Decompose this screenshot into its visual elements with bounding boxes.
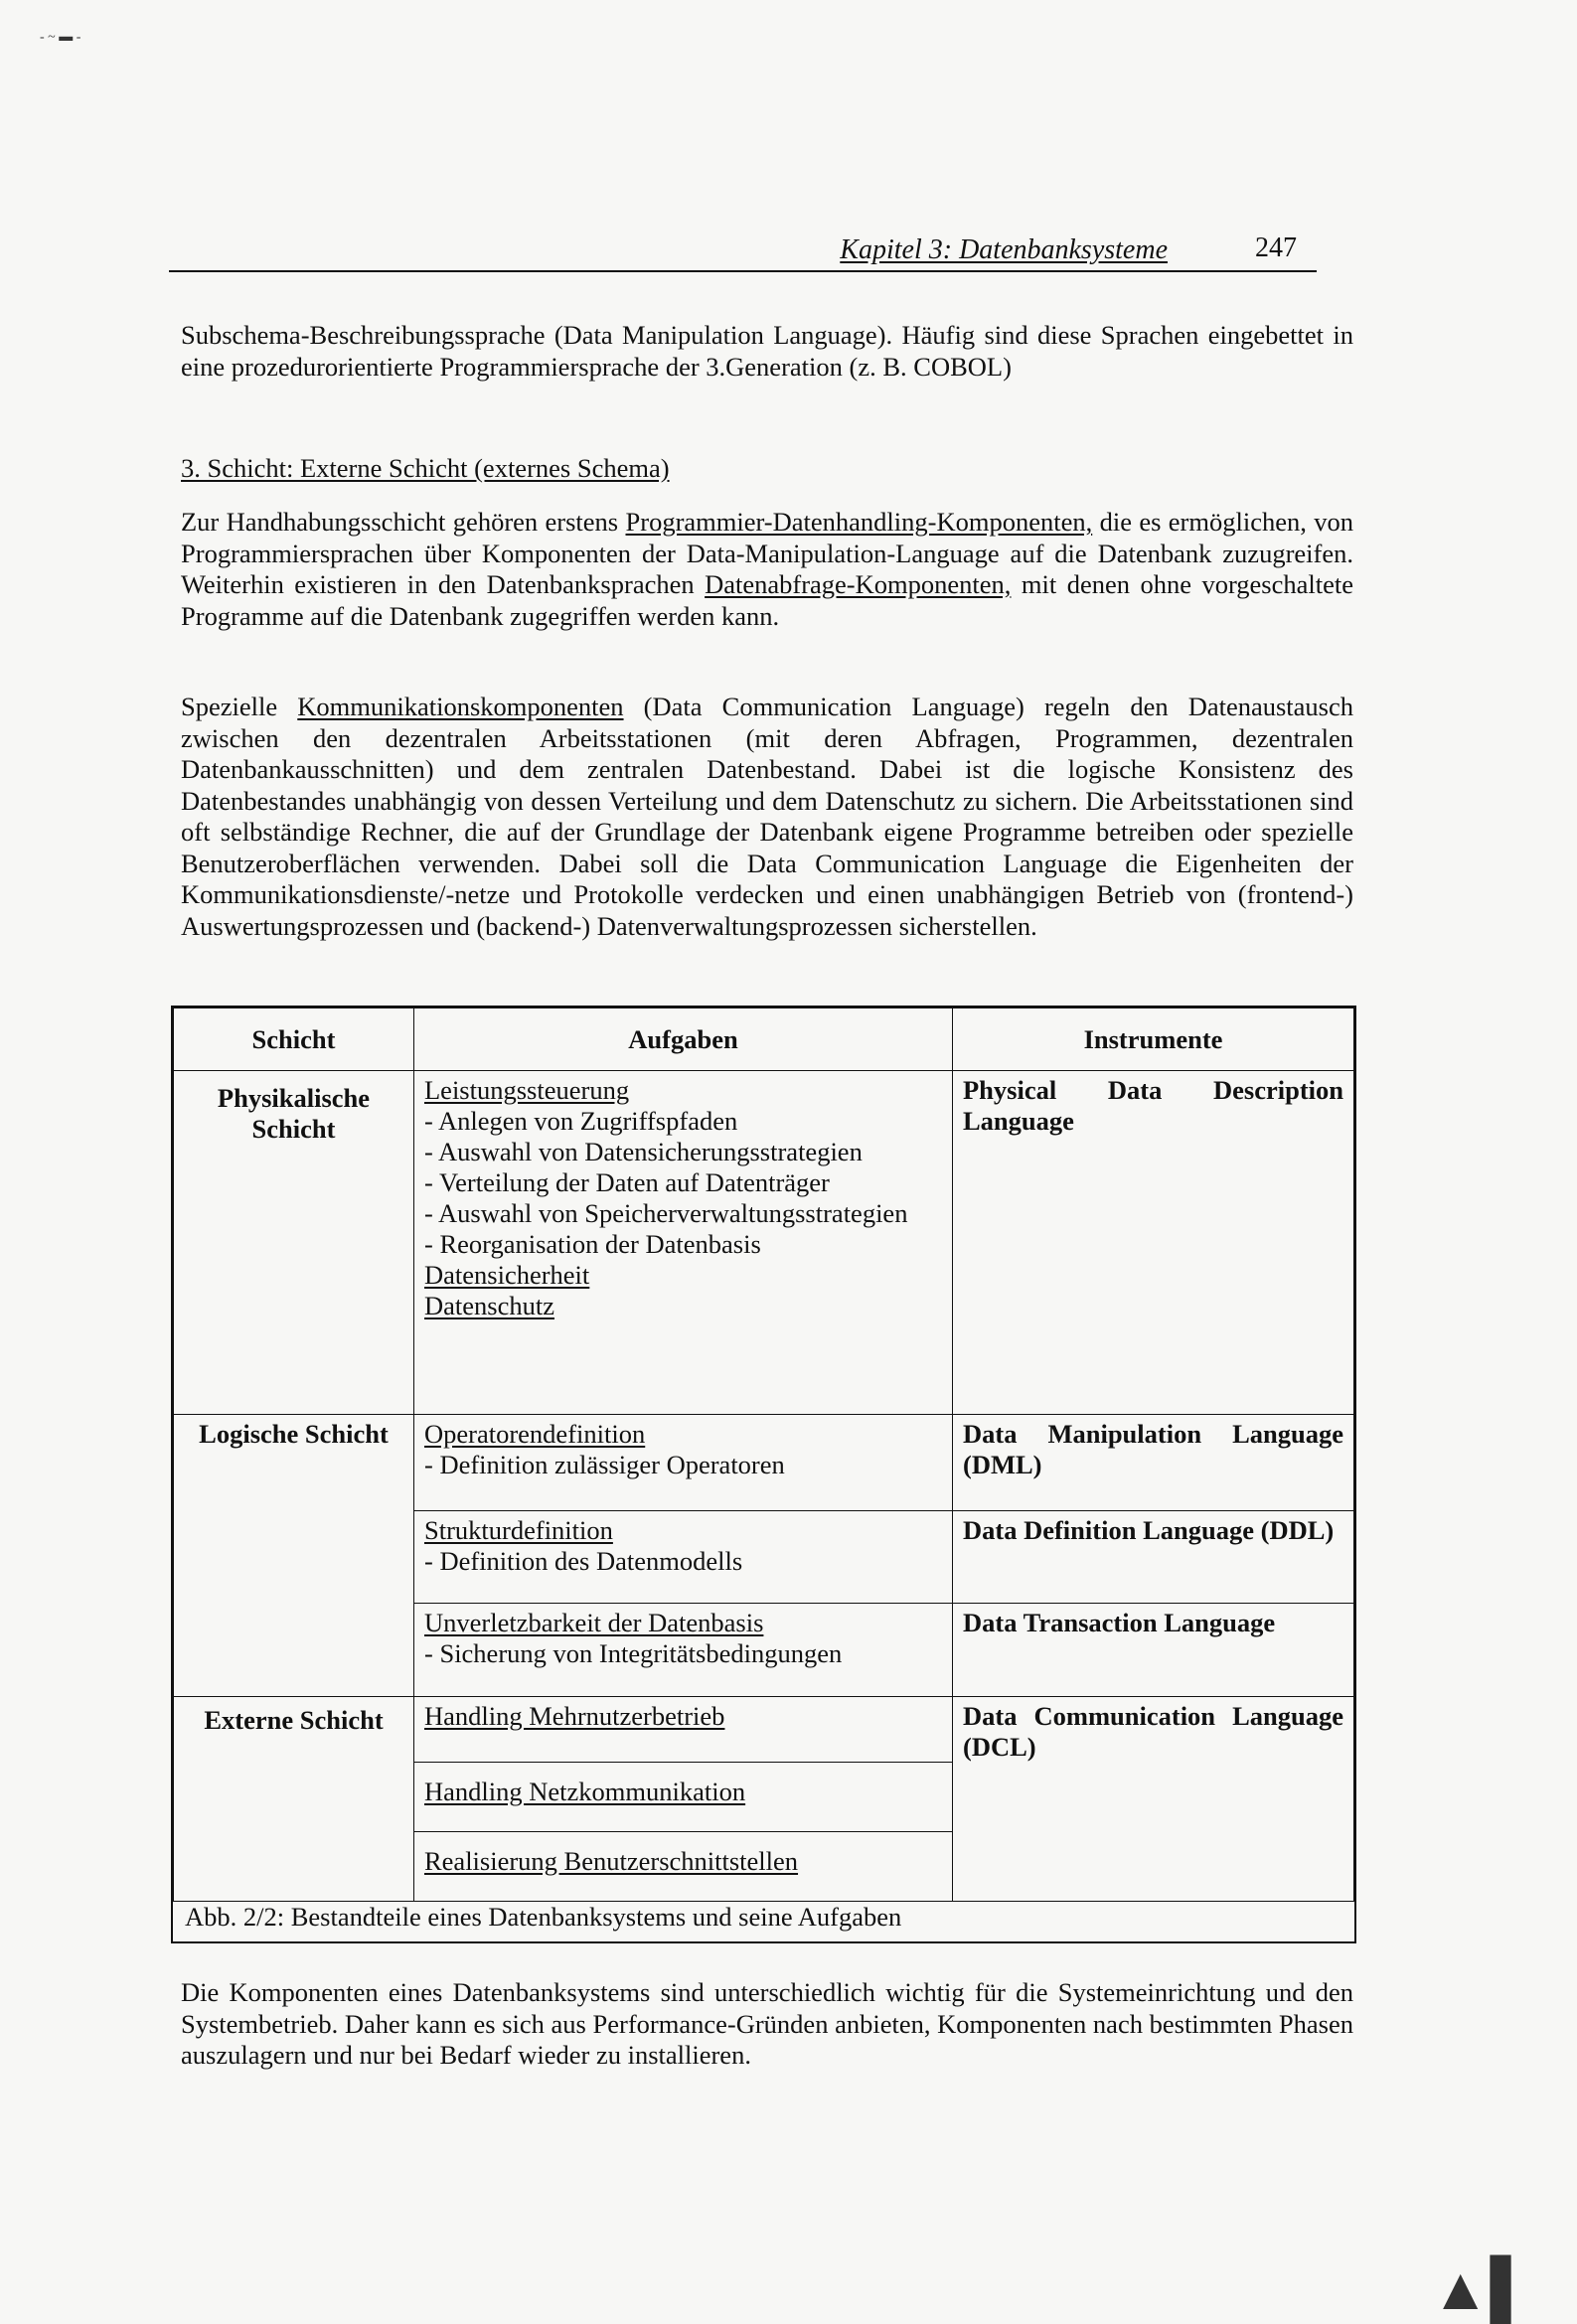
- header-aufgaben: Aufgaben: [414, 1008, 953, 1071]
- page-header: [169, 234, 1317, 272]
- task-title: Handling Netzkommunikation: [424, 1777, 746, 1806]
- components-table: [171, 1006, 1356, 1943]
- task-item: - Verteilung der Daten auf Datenträger: [424, 1167, 830, 1197]
- instrument-ddl: Data Definition Language (DDL): [953, 1510, 1354, 1604]
- term-programming-components: Programmier-Datenhandling-Komponenten,: [625, 507, 1093, 537]
- table-header-row: [174, 1008, 1354, 1071]
- scan-artifact-top: - ~ ▬ ‐: [40, 30, 81, 45]
- tasks-logical-2: [414, 1510, 953, 1604]
- scan-artifact-bottom: ▲▌: [1431, 2256, 1532, 2322]
- text-span: (Data Communication Language) regeln den Datenaustausch zwischen den dezentralen Arbeitsstationen (mit deren Abfragen, Programmen, dezentralen Datenbankausschnitten) und dem zentralen Datenbestand. Dabei ist die logische Konsistenz des Datenbestandes unabhängig von dessen Verteilung und dem Datenschutz zu sichern. Die Arbeitsstationen sind oft selbständige Rechner, die auf der Grundlage der Datenbank eigene Programme betreiben oder spezielle Benutzeroberflächen verwenden. Dabei soll die Data Communication Language die Eigenheiten der Kommunikationsdienste/-netze und Protokolle verdecken und einen unabhängigen Betrieb von (frontend-) Auswertungsprozessen und (backend-) Datenverwaltungsprozessen sicherstellen.: [181, 692, 1354, 941]
- task-item: - Reorganisation der Datenbasis: [424, 1229, 761, 1259]
- task-item: - Auswahl von Datensicherungsstrategien: [424, 1137, 863, 1166]
- task-external-3: [414, 1832, 953, 1902]
- task-title: Realisierung Benutzerschnittstellen: [424, 1846, 799, 1876]
- task-external-2: [414, 1763, 953, 1832]
- task-external-1: [414, 1697, 953, 1763]
- task-title: Leistungssteuerung: [424, 1075, 630, 1105]
- table-row-external-1: [174, 1697, 1354, 1763]
- text-span: die es ermöglichen, von Programmiersprachen über Komponenten der Data-Manipulation-Language auf die Datenbank zuzugreifen. Weiterhin existieren in den Datenbanksprachen: [181, 507, 1353, 599]
- paragraph-intro: Subschema-Beschreibungssprache (Data Manipulation Language). Häufig sind diese Sprachen eingebettet in eine prozedurorientierte Programmiersprache der 3.Generation (z. B. COBOL): [181, 320, 1353, 382]
- instrument-dtl: Data Transaction Language: [953, 1604, 1354, 1697]
- term-communication-components: Kommunikationskomponenten: [297, 692, 624, 721]
- paragraph-conclusion: Die Komponenten eines Datenbanksystems sind unterschiedlich wichtig für die Systemeinrichtung und den Systembetrieb. Daher kann es sich aus Performance-Gründen anbieten, Komponenten nach bestimmten Phasen auszulagern und nur bei Bedarf wieder zu installieren.: [181, 1977, 1353, 2070]
- task-title: Unverletzbarkeit der Datenbasis: [424, 1608, 764, 1638]
- tasks-physical: [414, 1071, 953, 1415]
- instrument-physical: Physical Data Description Language: [953, 1071, 1354, 1415]
- text-span: Zur Handhabungsschicht gehören erstens: [181, 507, 626, 537]
- task-item: - Auswahl von Speicherverwaltungsstrategien: [424, 1198, 908, 1228]
- task-title: Strukturdefinition: [424, 1514, 613, 1545]
- header-schicht: Schicht: [174, 1008, 414, 1071]
- paragraph-handling: [181, 507, 1353, 632]
- table-row-physical: [174, 1071, 1354, 1415]
- task-item: - Anlegen von Zugriffspfaden: [424, 1106, 738, 1136]
- schicht-external: Externe Schicht: [174, 1697, 414, 1902]
- header-instrumente: Instrumente: [953, 1008, 1354, 1071]
- chapter-title: Kapitel 3: Datenbanksysteme: [840, 234, 1168, 265]
- paragraph-communication: [181, 692, 1353, 942]
- text-span: Spezielle: [181, 692, 298, 721]
- schicht-logical: Logische Schicht: [174, 1415, 414, 1697]
- task-title: Handling Mehrnutzerbetrieb: [424, 1701, 725, 1731]
- table-caption: Abb. 2/2: Bestandteile eines Datenbanksystems und seine Aufgaben: [185, 1902, 902, 1932]
- tasks-logical-1: [414, 1415, 953, 1510]
- tasks-logical-3: [414, 1604, 953, 1697]
- text-span: mit denen ohne vorgeschaltete Programme auf die Datenbank zugegriffen werden kann.: [181, 569, 1354, 631]
- instrument-dml: Data Manipulation Language (DML): [953, 1415, 1354, 1510]
- term-query-components: Datenabfrage-Komponenten,: [705, 569, 1012, 599]
- task-item: - Definition des Datenmodells: [424, 1545, 743, 1576]
- task-title: Datenschutz: [424, 1291, 554, 1320]
- task-title: Operatorendefinition: [424, 1419, 646, 1450]
- task-item: - Definition zulässiger Operatoren: [424, 1450, 785, 1480]
- section-heading: 3. Schicht: Externe Schicht (externes Schema): [181, 453, 670, 483]
- task-title: Datensicherheit: [424, 1260, 590, 1290]
- instrument-dcl: Data Communication Language (DCL): [953, 1697, 1354, 1902]
- page-number: 247: [1255, 232, 1297, 263]
- schicht-physical: Physikalische Schicht: [174, 1071, 414, 1415]
- table-row-logical-1: [174, 1415, 1354, 1510]
- task-item: - Sicherung von Integritätsbedingungen: [424, 1638, 843, 1669]
